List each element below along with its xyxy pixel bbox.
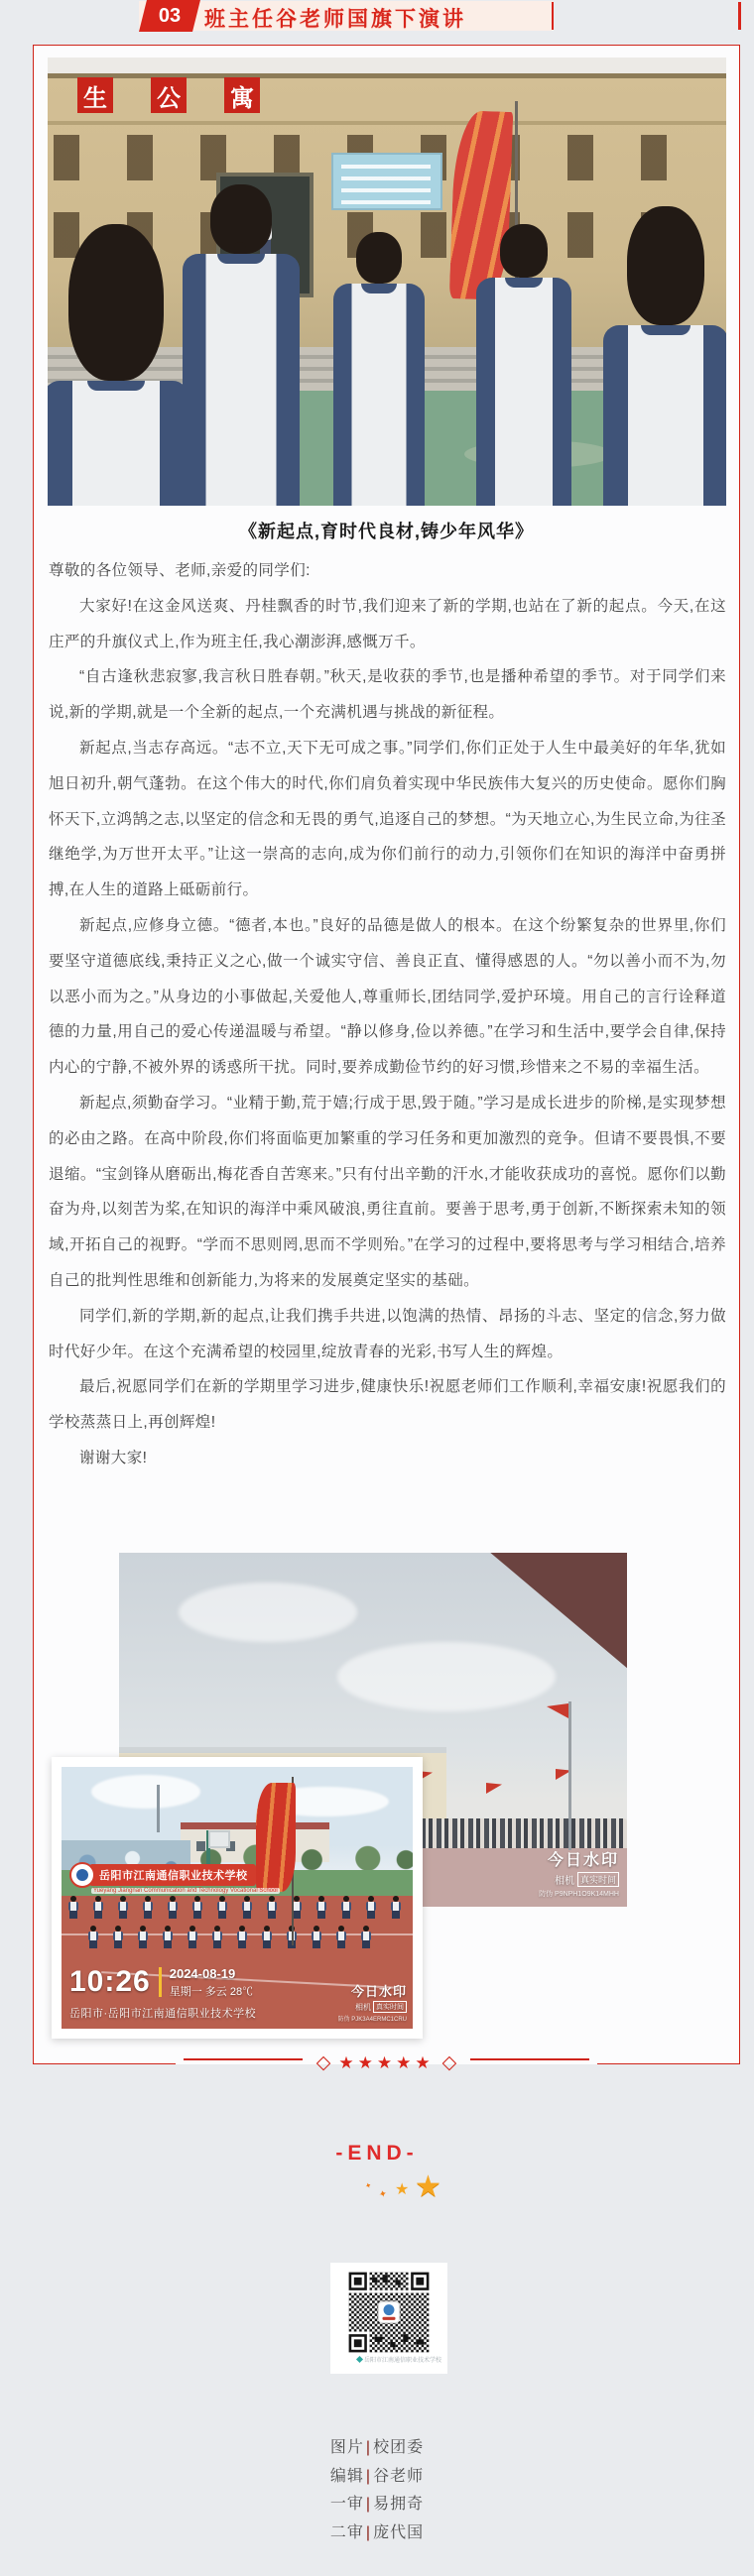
credit-role: 图片	[329, 2439, 364, 2456]
credit-separator: |	[365, 2496, 372, 2513]
class-flag	[256, 1777, 315, 1945]
student-figure	[241, 1896, 252, 1920]
student-figure	[137, 1926, 148, 1949]
location-overlay: 岳阳市·岳阳市江南通信职业技术学校	[69, 2008, 257, 2020]
credits-block	[0, 2434, 754, 2547]
watermark-brand: 今日水印	[350, 1984, 407, 1999]
flag-pole	[568, 1701, 571, 1850]
star-icon: ★	[415, 2170, 441, 2203]
divider-line	[33, 2063, 176, 2064]
signal-tower	[157, 1785, 160, 1832]
student-figure	[340, 1896, 351, 1920]
red-flag	[547, 1703, 568, 1718]
end-label: -END-	[335, 2142, 419, 2165]
student-figure	[365, 1896, 376, 1920]
student-back-view	[333, 232, 425, 506]
divider-line-accent	[470, 2058, 589, 2060]
cloud	[91, 1775, 200, 1809]
spark-icon: ✦	[377, 2188, 389, 2201]
student-figure	[315, 1896, 326, 1920]
student-row	[67, 1896, 407, 1920]
student-formation	[67, 1896, 407, 1955]
school-logo-icon	[69, 1862, 95, 1888]
student-figure	[112, 1926, 123, 1949]
credit-line	[0, 2519, 754, 2548]
divider-line	[597, 2063, 740, 2064]
student-uniform	[603, 325, 726, 506]
student-figure	[162, 1926, 173, 1949]
student-uniform	[183, 254, 300, 506]
student-hair	[68, 224, 164, 381]
qr-caption-row	[330, 2355, 447, 2364]
header-accent-tick-right	[738, 2, 741, 30]
qr-code[interactable]	[346, 2270, 432, 2355]
credit-line	[0, 2491, 754, 2519]
student-uniform	[48, 381, 188, 506]
divider-line-accent	[184, 2058, 303, 2060]
student-figure	[191, 1896, 202, 1920]
spark-icon: ✦	[363, 2180, 374, 2191]
credit-role: 编辑	[329, 2467, 364, 2485]
article-card	[33, 45, 740, 2073]
shooting-star-icon	[0, 2169, 754, 2209]
student-row	[67, 1926, 407, 1949]
building-sign-char: 公	[151, 77, 187, 113]
section-number-badge	[139, 0, 200, 32]
student-figure	[390, 1896, 401, 1920]
section-number: 03	[158, 4, 182, 27]
student-figure	[87, 1926, 98, 1949]
building-sign-char: 寓	[224, 77, 260, 113]
student-figure	[142, 1896, 153, 1920]
star-icon: ★	[395, 2181, 410, 2198]
photo-collage	[34, 1553, 741, 2093]
speech-paragraph: 同学们,新的学期,新的起点,让我们携手共进,以饱满的热情、昂扬的斗志、坚定的信念,努力做时代好少年。在这个充满希望的校园里,绽放青春的光彩,书写人生的辉煌。	[49, 1307, 726, 1360]
watermark	[539, 1847, 619, 1899]
weather-value: 星期一 多云 28℃	[169, 1985, 254, 1998]
student-figure	[92, 1896, 103, 1920]
qr-code-card	[330, 2263, 447, 2374]
watermark-brand: 今日水印	[547, 1852, 619, 1869]
speech-title: 《新起点,育时代良材,铸少年风华》	[238, 522, 534, 541]
student-back-view	[603, 206, 726, 506]
date-value: 2024-08-19	[169, 1965, 236, 1981]
credit-line	[0, 2463, 754, 2492]
student-hair	[500, 224, 548, 278]
speech-paragraph: 新起点,应修身立德。“德者,本也。”良好的品德是做人的根本。在这个纷繁复杂的世界里,你们要坚守道德底线,秉持正义之心,做一个诚实守信、善良正直、懂得感恩的人。“勿以善小而不为,勿以恶小而为之。”从身边的小事做起,关爱他人,尊重师长,团结同学,爱护环境。用自己的言行诠释道德的力量,用自己的爱心传递温暖与希望。“静以修身,俭以养德。”在学习和生活中,要学会自律,保持内心的宁静,不被外界的诱惑所干扰。同时,要养成勤俭节约的好习惯,珍惜来之不易的幸福生活。	[49, 916, 726, 1077]
credit-role: 一审	[329, 2496, 364, 2513]
speech-body	[49, 553, 726, 1476]
building-sign-char: 生	[77, 77, 113, 113]
student-back-view	[48, 224, 188, 506]
flag-ceremony-photo[interactable]	[48, 58, 726, 506]
watermark-camera: 相机	[355, 2002, 371, 2012]
courtyard-photo-framed[interactable]	[52, 1757, 423, 2039]
watermark-realtime-badge: 真实时间	[577, 1872, 619, 1887]
student-figure	[335, 1926, 346, 1949]
credit-separator: |	[365, 2523, 372, 2541]
watermark-code: 防伪 PJK3A4ERMC1CRU	[337, 2017, 407, 2023]
credit-line	[0, 2434, 754, 2463]
watermark	[338, 1981, 407, 2023]
school-brand-text: 岳阳市江南通信职业技术学校	[89, 1864, 256, 1886]
qr-logo-icon	[356, 2356, 363, 2363]
watermark-realtime-badge: 真实时间	[373, 2001, 407, 2013]
student-figure	[167, 1896, 178, 1920]
watermark-code: 防伪 P9NPH1O9K14MHH	[539, 1891, 619, 1898]
end-section	[0, 2142, 754, 2209]
student-back-view	[183, 184, 300, 506]
student-figure	[211, 1926, 222, 1949]
diamond-ornament: ◇	[441, 2052, 457, 2073]
student-figure	[236, 1926, 247, 1949]
credit-name: 校团委	[373, 2439, 425, 2456]
card-bottom-divider	[33, 2054, 740, 2072]
speech-paragraph: 新起点,当志存高远。“志不立,天下无可成之事。”同学们,你们正处于人生中最美好的年华,犹如旭日初升,朝气蓬勃。在这个伟大的时代,你们肩负着实现中华民族伟大复兴的历史使命。愿你们胸怀天下,立鸿鹄之志,以坚定的信念和无畏的勇气,追逐自己的梦想。“为天地立心,为生民立命,为往圣继绝学,为万世开太平。”让这一崇高的志向,成为你们前行的动力,引领你们在知识的海洋中奋勇拼搏,在人生的道路上砥砺前行。	[49, 739, 726, 899]
five-stars-ornament: ★★★★★	[338, 2053, 435, 2072]
speech-paragraph: 谢谢大家!	[79, 1449, 148, 1466]
cloud	[179, 1582, 357, 1642]
diamond-ornament: ◇	[315, 2052, 331, 2073]
speech-paragraph: “自古逢秋悲寂寥,我言秋日胜春朝。”秋天,是收获的季节,也是播种希望的季节。对于同学们来说,新的学期,就是一个全新的起点,一个充满机遇与挑战的新征程。	[49, 668, 726, 722]
student-flag-bearer	[476, 224, 571, 506]
student-hair	[627, 206, 704, 325]
flag-cloth	[256, 1783, 296, 1892]
credit-separator: |	[365, 2467, 372, 2485]
qr-caption: 岳阳市江南通信职业技术学校	[363, 2358, 441, 2364]
credit-name: 易拥奇	[373, 2496, 425, 2513]
student-figure	[360, 1926, 371, 1949]
building-ledge	[48, 121, 726, 125]
credit-name: 谷老师	[373, 2467, 425, 2485]
student-figure	[117, 1896, 128, 1920]
speech-paragraph: 大家好!在这金风送爽、丹桂飘香的时节,我们迎来了新的学期,也站在了新的起点。今天,在这庄严的升旗仪式上,作为班主任,我心潮澎湃,感慨万千。	[49, 597, 726, 650]
student-hair	[356, 232, 402, 284]
school-brand-english: Yueyang Jiangnan Communication and Technology Vocational School	[93, 1888, 278, 1894]
student-figure	[187, 1926, 197, 1949]
school-brand-banner	[69, 1862, 256, 1888]
credit-separator: |	[365, 2439, 372, 2456]
speech-paragraph: 最后,祝愿同学们在新的学期里学习进步,健康快乐!祝愿老师们工作顺利,幸福安康!祝愿我们的学校蒸蒸日上,再创辉煌!	[49, 1378, 726, 1432]
student-figure	[216, 1896, 227, 1920]
credit-role: 二审	[329, 2523, 364, 2541]
header-accent-tick	[552, 2, 554, 30]
credit-name: 庞代国	[373, 2523, 425, 2541]
timestamp-overlay	[69, 1965, 253, 1999]
section-title: 班主任谷老师国旗下演讲	[204, 8, 466, 31]
watermark-camera: 相机	[554, 1876, 574, 1887]
time-value: 10:26	[69, 1965, 151, 1998]
speech-paragraph: 新起点,须勤奋学习。“业精于勤,荒于嬉;行成于思,毁于随。”学习是成长进步的阶梯,是实现梦想的必由之路。在高中阶段,你们将面临更加繁重的学习任务和更加激烈的竞争。但请不要畏惧,不要退缩。“宝剑锋从磨砺出,梅花香自苦寒来。”只有付出辛勤的汗水,才能收获成功的喜悦。愿你们以勤奋为舟,以刻苦为桨,在知识的海洋中乘风破浪,勇往直前。要善于思考,勇于创新,不断探索未知的领域,开拓自己的视野。“学而不思则罔,思而不学则殆。”在学习的过程中,要将思考与学习相结合,培养自己的批判性思维和创新能力,为将来的发展奠定坚实的基础。	[49, 1094, 726, 1289]
student-uniform	[476, 278, 571, 506]
cloud	[337, 1642, 556, 1711]
red-flag	[486, 1783, 502, 1794]
courtyard-photo	[62, 1767, 413, 2029]
section-header	[0, 0, 754, 32]
wall-banner	[331, 153, 442, 210]
divider-bar	[159, 1967, 162, 1997]
student-figure	[67, 1896, 78, 1920]
speech-paragraph: 尊敬的各位领导、老师,亲爱的同学们:	[49, 562, 311, 579]
student-uniform	[333, 284, 425, 506]
